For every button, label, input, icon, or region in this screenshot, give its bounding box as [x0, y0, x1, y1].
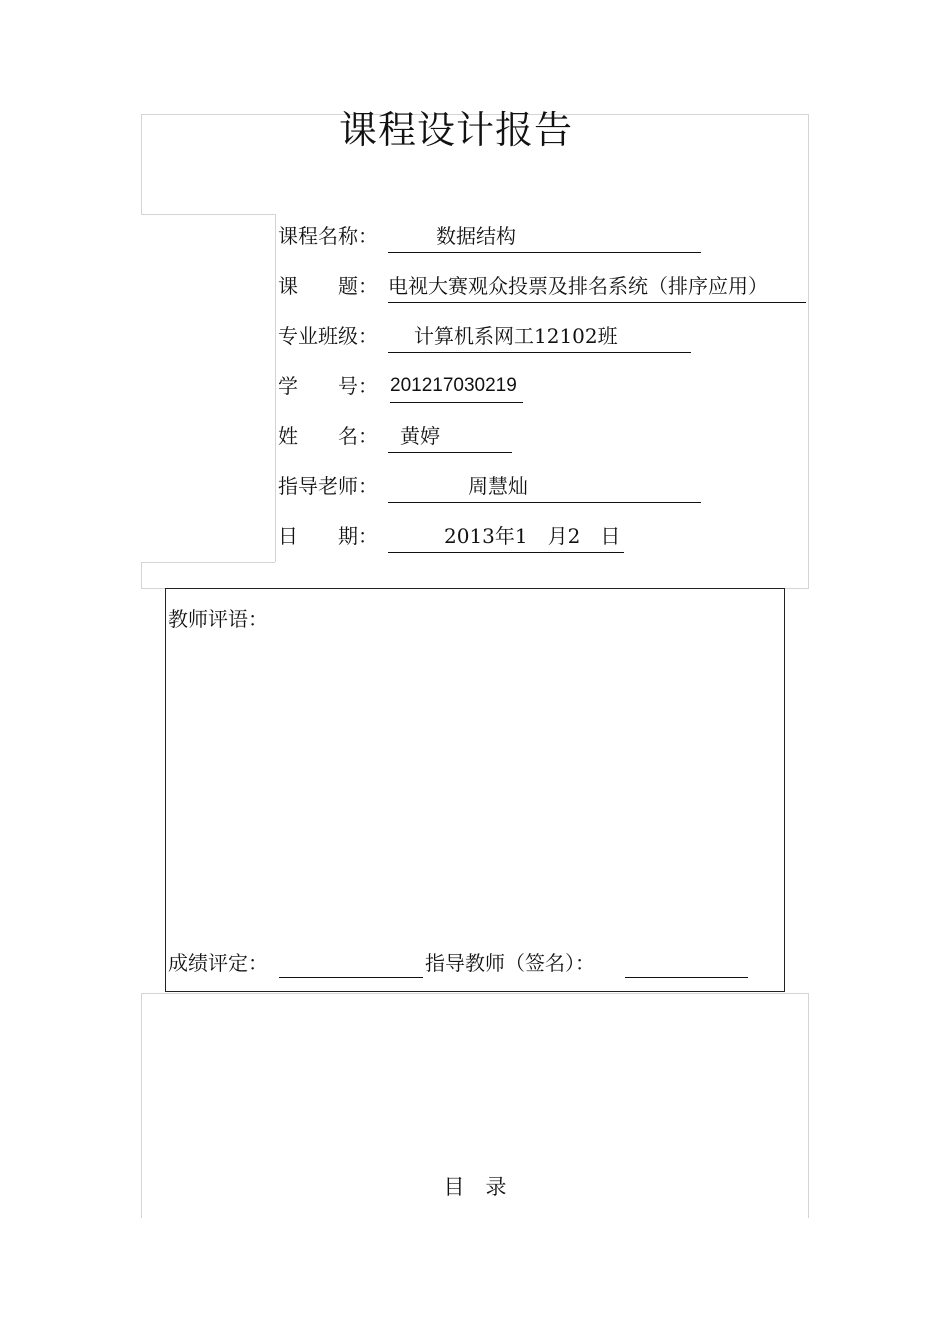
frame-right [808, 114, 809, 588]
frame-inner-bottom [141, 562, 275, 563]
teacher-comment-box [165, 588, 785, 992]
toc-heading: 目 录 [443, 1175, 507, 1199]
topic-value: 电视大赛观众投票及排名系统（排序应用） [388, 269, 806, 303]
course-name-value: 数据结构 [388, 219, 701, 253]
grade-blank-line [279, 977, 423, 978]
frame-inner-right [275, 214, 276, 562]
frame-bottom-top [141, 993, 809, 994]
frame-inner-top [141, 214, 275, 215]
advisor-label: 指导老师： [278, 474, 378, 498]
student-id-label: 学 号： [278, 374, 378, 398]
advisor-value: 周慧灿 [388, 469, 701, 503]
date-value: 2013年1 月2 日 [388, 519, 624, 553]
name-label: 姓 名： [278, 424, 378, 448]
student-id-value: 201217030219 [390, 369, 523, 403]
name-value: 黄婷 [388, 419, 512, 453]
frame-left-mid [141, 562, 142, 588]
class-value: 计算机系网工12102班 [388, 319, 691, 353]
course-name-label: 课程名称： [278, 224, 378, 248]
class-label: 专业班级： [278, 324, 378, 348]
advisor-signature-label: 指导教师（签名）： [425, 951, 595, 975]
report-title: 课程设计报告 [338, 108, 573, 152]
grade-label: 成绩评定： [168, 951, 268, 975]
topic-label: 课 题： [278, 274, 378, 298]
teacher-comment-label: 教师评语： [168, 607, 268, 631]
date-label: 日 期： [278, 524, 378, 548]
signature-blank-line [625, 977, 748, 978]
